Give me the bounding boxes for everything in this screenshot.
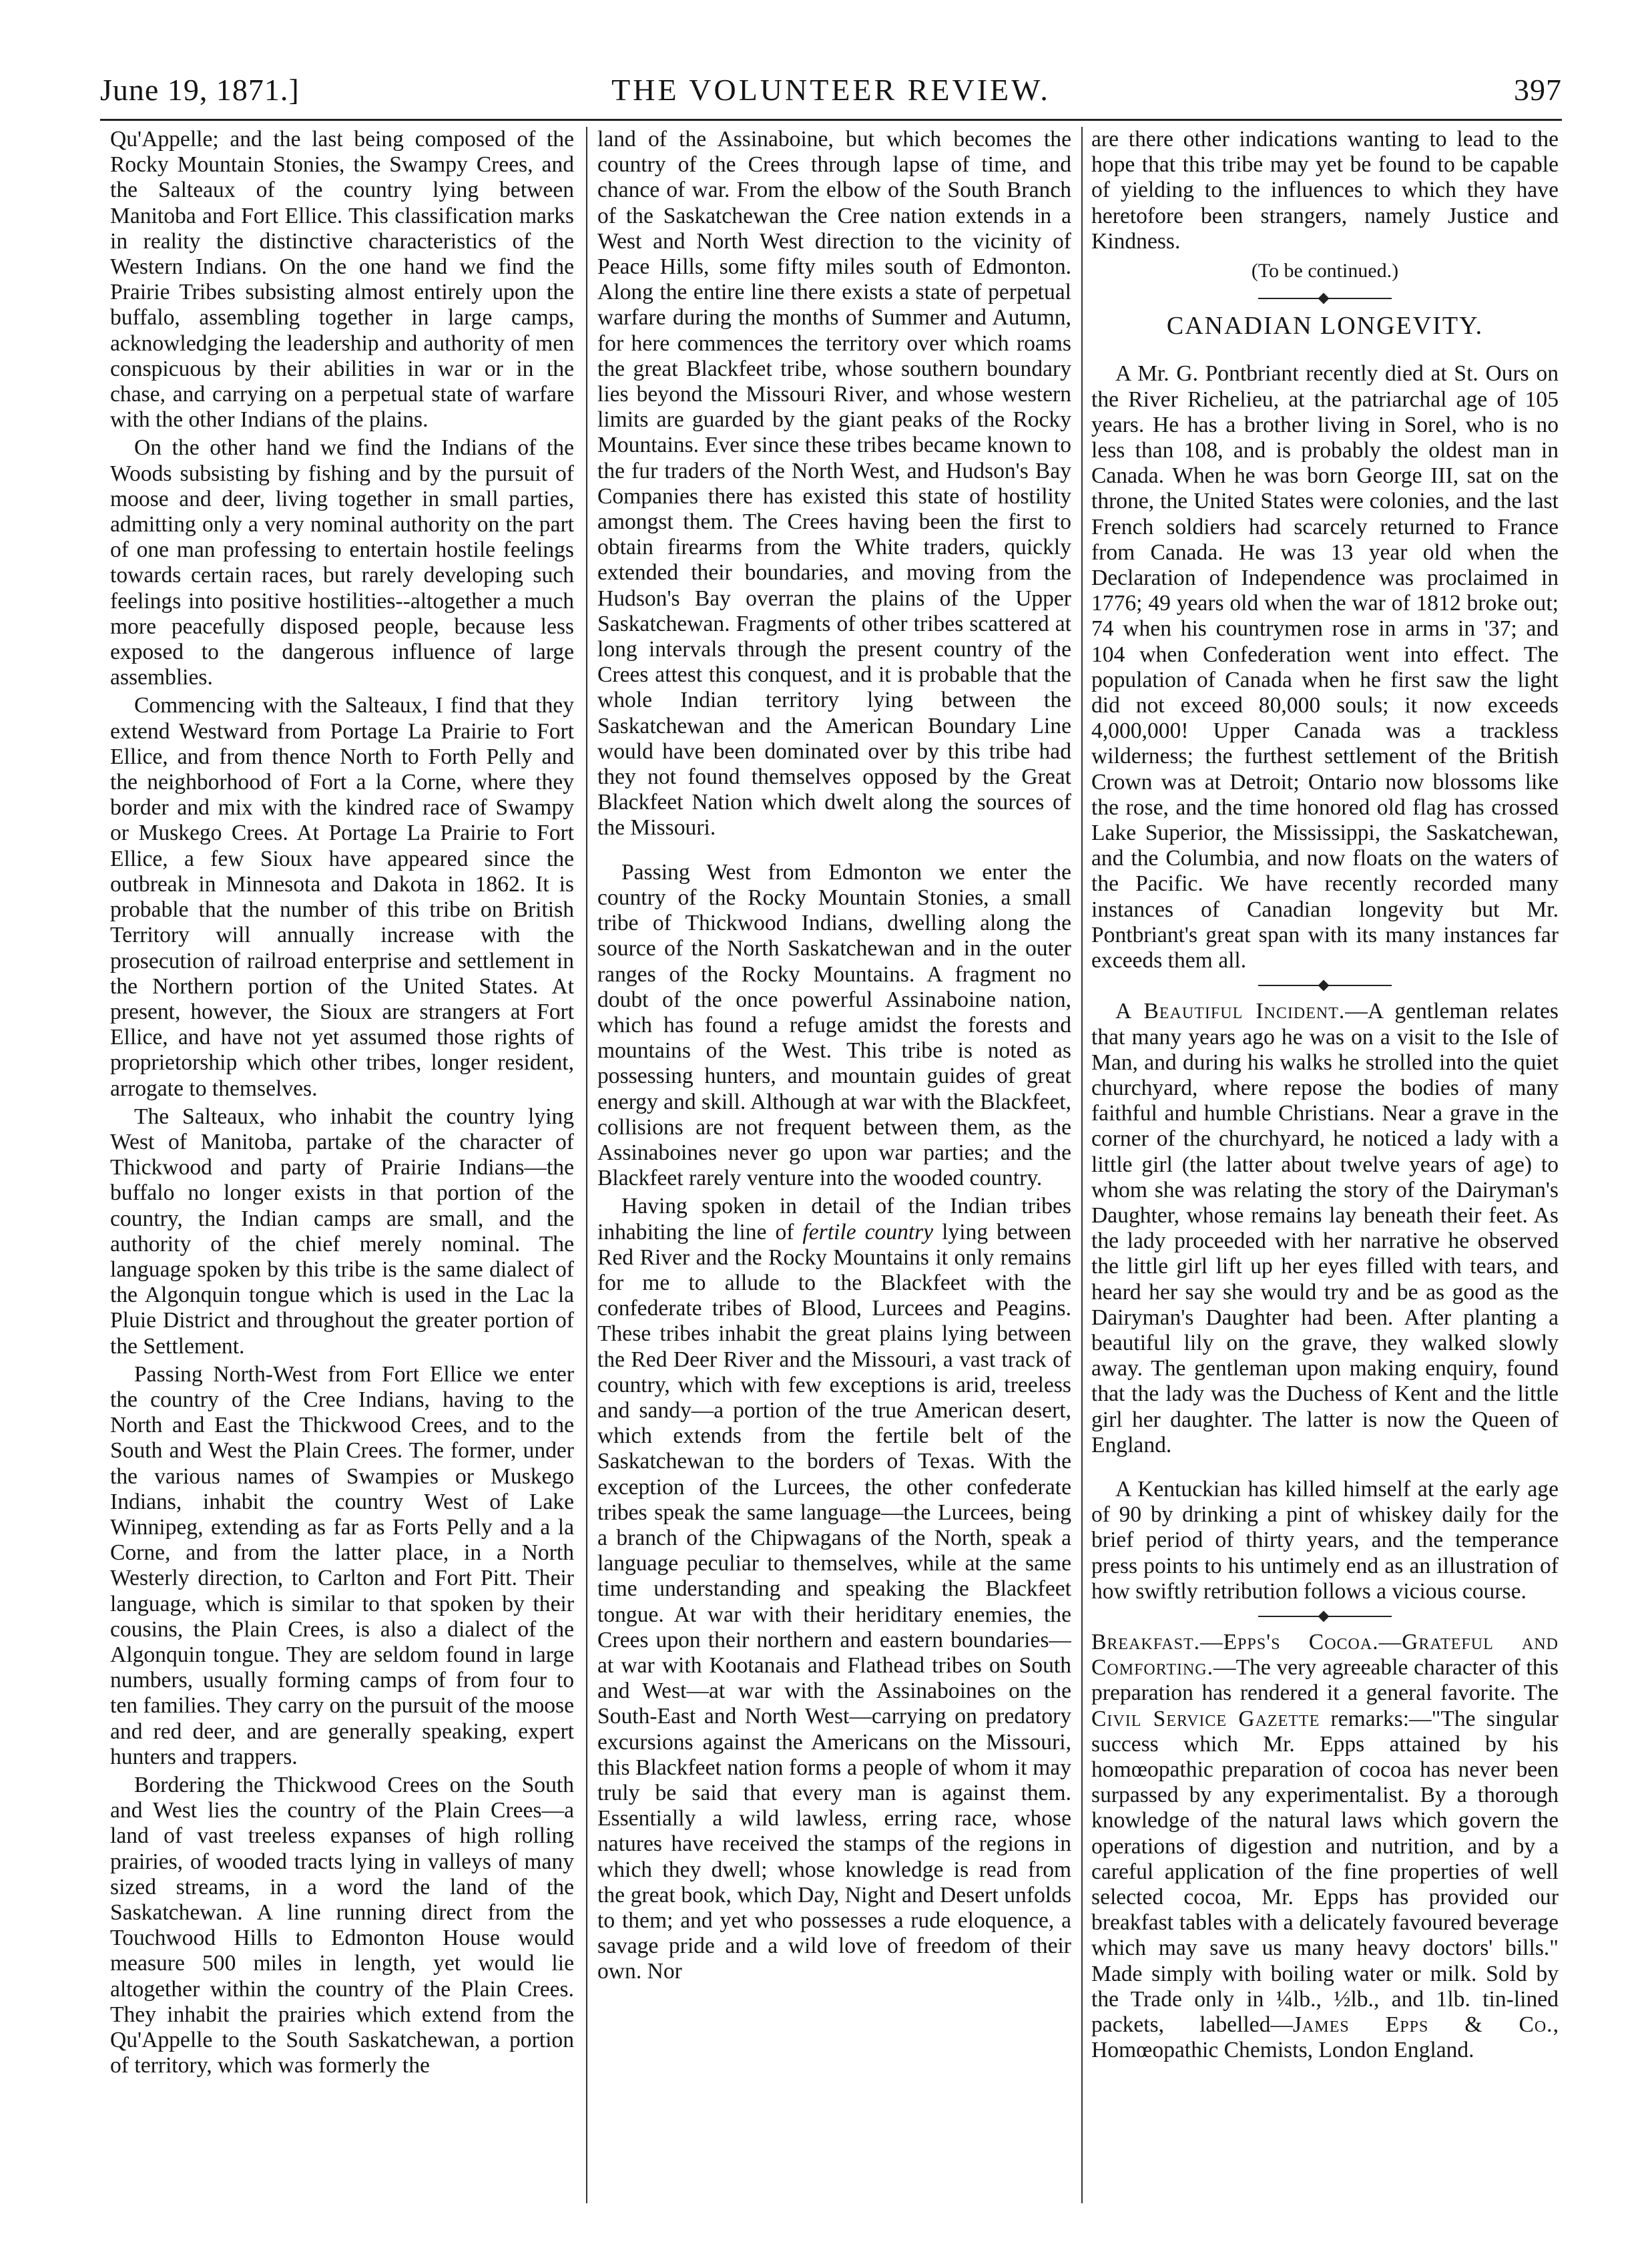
text-run: , Homœopathic Chemists, London England. [1091,2012,1559,2063]
paragraph: Qu'Appelle; and the last being composed of the Rocky Mountain Stonies, the Swampy Crees, and the Salteaux of the country lying between Manitoba and Fort Ellice. This classification marks in reality the distinctive characteristics of the Western Indians. On the one hand we find the Prairie Tribes subsisting almost entirely upon the buffalo, assembling together in large camps, acknowledging the leadership and authority of men conspicuous by their abilities in war or in the chase, and carrying on a perpetual state of warfare with the other Indians of the plains. [110,127,574,433]
paragraph: are there other indications wanting to lead to the hope that this tribe may yet be found to be capable of yielding to the influences to which they have heretofore been strangers, namely Justice and Kindness. [1091,127,1559,254]
section-divider [1258,1611,1392,1622]
page-header [100,72,1562,112]
header-rule [100,119,1562,121]
text-run: remarks:—"The singular success which Mr. Epps attained by his homœopathic preparation of cocoa has never been surpassed by any experimentalist. By a thorough knowledge of the natural laws which govern the operations of digestion and nutrition, and by a careful application of the fine properties of well selected cocoa, Mr. Epps has provided our breakfast tables with a delicately favoured beverage which may save us many heavy doctors' bills." Made simply with boiling water or milk. Sold by the Trade only in ¼lb., ½lb., and 1lb. tin-lined packets, labelled— [1091,1706,1559,2038]
item-lead: A Beautiful Incident. [1115,999,1346,1024]
paragraph: land of the Assinaboine, but which becomes the country of the Crees through lapse of time, and chance of war. From the elbow of the South Branch of the Saskatchewan the Cree nation extends in a West and North West direction to the vicinity of Peace Hills, some fifty miles south of Edmonton. Along the entire line there exists a state of perpetual warfare during the months of Summer and Autumn, for here commences the territory over which roams the great Blackfeet tribe, whose southern boundary lies beyond the Missouri River, and whose western limits are guarded by the giant peaks of the Rocky Mountains. Ever since these tribes became known to the fur traders of the North West, and Hudson's Bay Companies there has existed this state of hostility amongst them. The Crees having been the first to obtain firearms from the White traders, quickly extended their boundaries, and moving from the Hudson's Bay overran the plains of the Upper Saskatchewan. Fragments of other tribes scattered at long intervals through the present country of the Crees attest this conquest, and it is probable that the whole Indian territory lying between the Saskatchewan and the American Boundary Line would have been dominated over by this tribe had they not found themselves opposed by the Great Blackfeet Nation which dwelt along the sources of the Missouri. [597,127,1071,841]
italic-phrase: fertile country [802,1219,934,1245]
company-name: James Epps & Co. [1292,2012,1553,2038]
column-middle [597,127,1071,2203]
masthead-title: THE VOLUNTEER REVIEW. [611,73,1051,107]
text-run: —A gentleman relates that many years ago he was on a visit to the Isle of Man, and during his walks he strolled into the quiet churchyard, where repose the bodies of many faithful and humble Christians. Near a grave in the corner of the churchyard, he noticed a lady with a little girl (the latter about twelve years of age) to whom she was relating the story of the Dairyman's Daughter, whose remains lay beneath their feet. As the lady proceeded with her narrative he observed the little girl lift up her eyes filled with tears, and heard her say she would try and be as good as the Dairyman's Daughter had been. After planting a beautiful lily on the grave, they walked slowly away. The gentleman upon making enquiry, found that the lady was the Duchess of Kent and the little girl her daughter. The latter is now the Queen of England. [1091,999,1559,1457]
paragraph: Passing West from Edmonton we enter the country of the Rocky Mountain Stonies, a small tribe of Thickwood Indians, dwelling along the source of the North Saskatchewan and in the outer ranges of the Rocky Mountains. A fragment no doubt of the once powerful Assinaboine nation, which has found a refuge amidst the forests and mountains of the West. This tribe is noted as possessing hunters, and mountain guides of great energy and skill. Although at war with the Blackfeet, collisions are not frequent between them, as the Assinaboines never go upon war parties; and the Blackfeet rarely venture into the wooded country. [597,859,1071,1191]
section-divider [1258,980,1392,991]
column-right [1091,127,1559,2203]
issue-date: June 19, 1871.] [100,73,300,107]
text-run: lying between Red River and the Rocky Mountains it only remains for me to allude to the Blackfeet with the confederate tribes of Blood, Lurcees and Peagins. These tribes inhabit the great plains lying between the Red Deer River and the Missouri, a vast track of country, which with few exceptions is arid, treeless and sandy—a portion of the true American desert, which extends from the fertile belt of the Saskatchewan to the borders of Texas. With the exception of the Lurcees, the other confederate tribes speak the same language—the Lurcees, being a branch of the Chipwagans of the North, speak a language peculiar to themselves, while at the same time understanding and speaking the Blackfeet tongue. At war with their heriditary enemies, the Crees upon their northern and eastern boundaries—at war with Kootanais and Flathead tribes on South and West—at war with the Assinaboines on the South-East and North West—carrying on predatory excursions against the Americans on the Missouri, this Blackfeet nation forms a people of whom it may truly be said that every man is against them. Essentially a wild lawless, erring race, whose natures have received the stamps of the regions in which they dwell; whose knowledge is read from the great book, which Day, Night and Desert unfolds to them; and yet who possesses a rude eloquence, a savage pride and a wild love of freedom of their own. Nor [597,1219,1071,1984]
paragraph: Passing North-West from Fort Ellice we enter the country of the Cree Indians, having to the North and East the Thickwood Crees, and to the South and West the Plain Crees. The former, under the various names of Swampies or Muskego Indians, inhabit the country West of Lake Winnipeg, extending as far as Forts Pelly and a la Corne, and from the latter place, in a North Westerly direction, to Carlton and Fort Pitt. Their language, which is similar to that spoken by their cousins, the Plain Crees, is also a dialect of the Algonquin tongue. They are seldom found in large numbers, usually forming camps of from four to ten families. They carry on the pursuit of the moose and red deer, and are generally speaking, expert hunters and trappers. [110,1361,574,1769]
paragraph: A Kentuckian has killed himself at the early age of 90 by drinking a pint of whiskey daily for the brief period of thirty years, and the temperance press points to his untimely end as an illustration of how swiftly retribution follows a vicious course. [1091,1476,1559,1604]
page-number: 397 [1514,73,1562,107]
paragraph: The Salteaux, who inhabit the country lying West of Manitoba, partake of the character of Thickwood and party of Prairie Indians—the buffalo no longer exists in that portion of the country, the Indian camps are small, and the authority of the chief merely nominal. The language spoken by this tribe is the same dialect of the Algonquin tongue which is used in the Lac la Pluie District and throughout the greater portion of the Settlement. [110,1104,574,1359]
text-run: Having spoken in detail of the Indian tribes inhabiting the line of [597,1194,1071,1245]
continued-note: (To be continued.) [1251,260,1399,282]
text-run: —The very agreeable character of this preparation has rendered it a general favorite. The [1091,1655,1559,1706]
paragraph [1091,1630,1559,2063]
column-rule-left [586,127,587,2203]
item-lead: Breakfast.—Epps's Cocoa.—Grateful and Comforting. [1091,1629,1559,1680]
paragraph: A Mr. G. Pontbriant recently died at St. Ours on the River Richelieu, at the patriarchal age of 105 years. He has a brother living in Sorel, who is no less than 108, and is probably the oldest man in Canada. When he was born George III, sat on the throne, the United States were colonies, and the last French soldiers had scarcely returned to France from Canada. He was 13 year old when the Declaration of Independence was proclaimed in 1776; 49 years old when the war of 1812 broke out; 74 when his countrymen rose in arms in '37; and 104 when Confederation went into effect. The population of Canada when he first saw the light did not exceed 80,000 souls; it now exceeds 4,000,000! Upper Canada was a trackless wilderness; the furthest settlement of the British Crown was at Detroit; Ontario now blossoms like the rose, and the time honored old flag has crossed Lake Superior, the Mississippi, the Saskatchewan, and the Columbia, and now floats on the waters of the Pacific. We have recently recorded many instances of Canadian longevity but Mr. Pontbriant's great span with its many instances far exceeds them all. [1091,361,1559,973]
paragraph: On the other hand we find the Indians of the Woods subsisting by fishing and by the pursuit of moose and deer, living together in small parties, admitting only a very nominal authority on the part of one man professing to entertain hostile feelings towards certain races, but rarely developing such feelings into positive hostilities--altogether a much more peacefully disposed people, because less exposed to the dangerous influence of large assemblies. [110,435,574,690]
publication-name: Civil Service Gazette [1091,1706,1320,1731]
section-heading: CANADIAN LONGEVITY. [1166,312,1484,341]
paragraph [1091,999,1559,1458]
section-divider [1258,293,1392,304]
paragraph [597,1194,1071,1984]
column-left [110,127,574,2203]
paragraph: Bordering the Thickwood Crees on the South and West lies the country of the Plain Crees—a land of vast treeless expanses of high rolling prairies, of wooded tracts lying in valleys of many sized streams, in a word the land of the Saskatchewan. A line running direct from the Touchwood Hills to Edmonton House would measure 500 miles in length, yet would lie altogether within the country of the Plain Crees. They inhabit the prairies which extend from the Qu'Appelle to the South Saskatchewan, a portion of territory, which was formerly the [110,1773,574,2078]
paragraph: Commencing with the Salteaux, I find that they extend Westward from Portage La Prairie to Fort Ellice, and from thence North to Forth Pelly and the neighborhood of Fort a la Corne, where they border and mix with the kindred race of Swampy or Muskego Crees. At Portage La Prairie to Fort Ellice, a few Sioux have appeared since the outbreak in Minnesota and Dakota in 1862. It is probable that the number of this tribe on British Territory will annually increase with the prosecution of railroad enterprise and settlement in the Northern portion of the United States. At present, however, the Sioux are strangers at Fort Ellice, and have not yet assumed those rights of proprietorship which other tribes, longer resident, arrogate to themselves. [110,693,574,1101]
column-rule-right [1081,127,1083,2203]
